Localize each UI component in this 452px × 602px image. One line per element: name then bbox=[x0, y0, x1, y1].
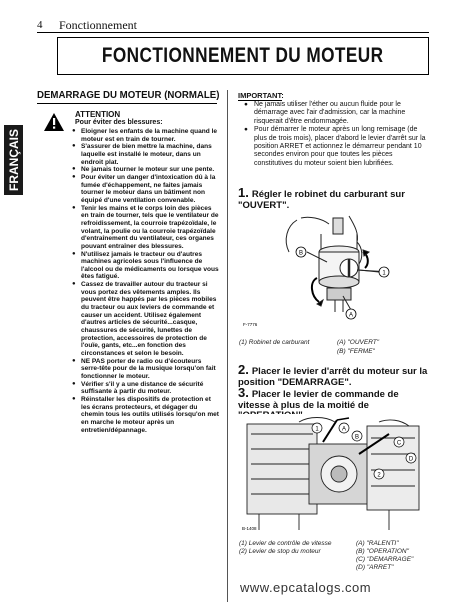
step-number: 2. bbox=[238, 362, 249, 377]
safety-item: ● Ne jamais tourner le moteur sur une pente. bbox=[72, 166, 220, 174]
warning-triangle-icon bbox=[43, 112, 65, 132]
fig2-caption-2: (2) Levier de stop du moteur bbox=[239, 548, 321, 555]
callout-a: A bbox=[341, 426, 347, 433]
fig1-caption-a: (A) "OUVERT" bbox=[337, 339, 380, 346]
section-heading-rule bbox=[37, 103, 217, 104]
safety-item: ● Cassez de travailler autour du tracteur si vous portez des vêtements amples. Ils peuvent être happés par les pièces mobiles du tracteur ou aux leviers de commande et causer un accident. Utilisez également d'autres articles de sécurité...casque, chaussures de sécurité, lunettes de protection, accessoires de protection de l'ouïe, gants, etc...en fonction des circonstances et selon le besoin. bbox=[72, 281, 220, 358]
step-number: 3. bbox=[238, 385, 249, 400]
important-item: ● Pour démarrer le moteur après un long remisage (de plus de trois mois), placer d'abord le levier d'arrêt sur la position ARRET et actionnez le démarreur pendant 10 secondes environ pour que toutes les pièces constitutives du moteur soient bien lubrifiées. bbox=[244, 126, 430, 168]
step-text: Placer le levier d'arrêt du moteur sur la position "DEMARRAGE". bbox=[238, 366, 428, 388]
column-divider bbox=[227, 90, 228, 602]
callout-d: D bbox=[408, 456, 414, 463]
attention-title: ATTENTION bbox=[75, 110, 121, 119]
step-1 bbox=[238, 185, 430, 211]
page-title: FONCTIONNEMENT DU MOTEUR bbox=[102, 44, 384, 67]
callout-c: C bbox=[396, 440, 402, 447]
callout-2: 2 bbox=[377, 472, 381, 479]
callout-a: A bbox=[348, 312, 354, 319]
callout-b: B bbox=[354, 434, 360, 441]
page-number: 4 bbox=[37, 19, 43, 31]
safety-item: ● Tenir les mains et le corps loin des pièces en train de tourner, tels que le ventilateur de refroidissement, la courroie trapézoïdale, le volant, la poulie ou la courroie trapézoïdale d'entraînement du ventilateur, ces organes pouvant entraîner des blessures. bbox=[72, 205, 220, 251]
step-text: Placer le levier de commande de vitesse à plus de la moitié de bbox=[238, 389, 399, 411]
callout-b: B bbox=[298, 250, 304, 257]
safety-item: ● Vérifier s'il y a une distance de sécurité suffisante à partir du moteur. bbox=[72, 381, 220, 396]
step-text: Régler le robinet du carburant sur "OUVERT". bbox=[238, 189, 405, 211]
language-tab bbox=[4, 125, 23, 195]
fig2-caption-c: (C) "DEMARRAGE" bbox=[356, 556, 414, 563]
safety-item: ● Eloigner les enfants de la machine quand le moteur est en train de tourner. bbox=[72, 128, 220, 143]
engine-lever-figure bbox=[239, 414, 431, 534]
title-box bbox=[57, 37, 429, 75]
step-number: 1. bbox=[238, 185, 249, 200]
step-2 bbox=[238, 362, 430, 388]
attention-intro: Pour éviter des blessures: bbox=[75, 119, 163, 126]
safety-item: ● NE PAS porter de radio ou d'écouteurs serre-tête pour de la musique lorsqu'on fait fonctionner le moteur. bbox=[72, 358, 220, 381]
safety-item: ● S'assurer de bien mettre la machine, dans laquelle est installé le moteur, dans un endroit plat. bbox=[72, 143, 220, 166]
important-item: ● Ne jamais utiliser l'éther ou aucun fluide pour le démarrage avec l'air d'admission, car la machine risquerait d'être endommagée. bbox=[244, 101, 430, 126]
running-header: Fonctionnement bbox=[59, 18, 137, 32]
callout-1: 1 bbox=[315, 426, 319, 433]
fig2-caption-d: (D) "ARRET" bbox=[356, 564, 394, 571]
safety-item: ● N'utilisez jamais le tracteur ou d'autres machines agricoles sous l'influence de l'alcool ou de médicaments ou lorsque vous êtes fatigué. bbox=[72, 251, 220, 282]
important-title: IMPORTANT: bbox=[238, 91, 284, 100]
fig1-caption-b: (B) "FERME" bbox=[337, 348, 375, 355]
figure-code: B-1408 bbox=[242, 526, 257, 531]
fig2-caption-b: (B) "OPERATION" bbox=[356, 548, 409, 555]
watermark: www.epcatalogs.com bbox=[240, 580, 372, 595]
fig2-caption-a: (A) "RALENTI" bbox=[356, 540, 399, 547]
callout-1: 1 bbox=[382, 270, 386, 277]
important-list bbox=[244, 101, 430, 168]
safety-list bbox=[72, 128, 220, 434]
safety-item: ● Réinstaller les dispositifs de protection et les écrans protecteurs, et dégager du chemin tous les outils utilisés lorsqu'on met en marche le moteur après un entretien/dépannage. bbox=[72, 396, 220, 434]
language-tab-label: FRANÇAIS bbox=[6, 129, 21, 191]
figure-code: F-7776 bbox=[243, 322, 258, 327]
fig2-caption-1: (1) Levier de contrôle de vitesse bbox=[239, 540, 332, 547]
fuel-valve-figure bbox=[239, 212, 429, 330]
header-rule bbox=[37, 32, 429, 33]
fig1-caption-left: (1) Robinet de carburant bbox=[239, 339, 310, 346]
safety-item: ● Pour éviter un danger d'intoxication dû à la fumée d'échappement, ne faites jamais tourner le moteur dans un bâtiment non équipé d'une ventilation convenable. bbox=[72, 174, 220, 205]
section-heading: DEMARRAGE DU MOTEUR (NORMALE) bbox=[37, 89, 220, 101]
